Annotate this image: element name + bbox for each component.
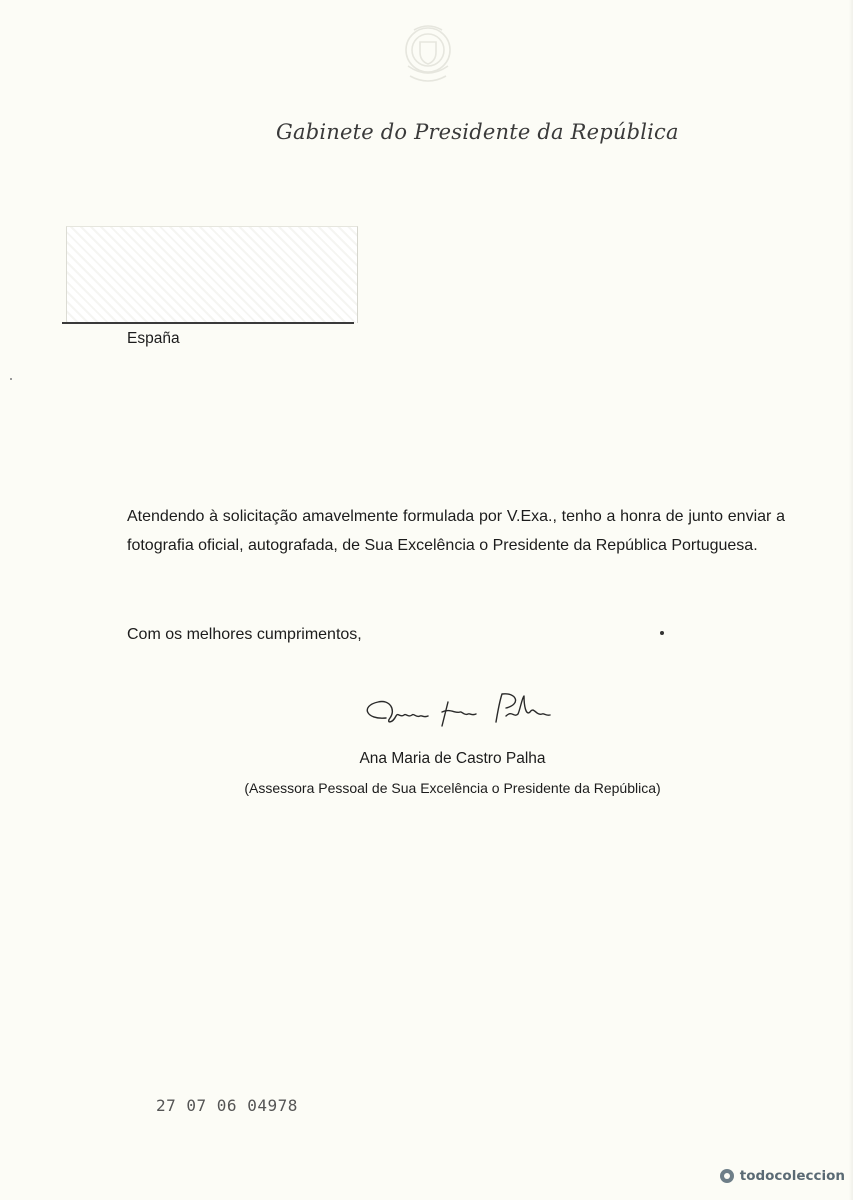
address-redaction-patch <box>66 226 358 323</box>
signatory-title: (Assessora Pessoal de Sua Excelência o Presidente da República) <box>244 780 661 796</box>
ink-dot <box>660 631 664 635</box>
recipient-country: España <box>127 330 180 347</box>
letter-closing: Com os melhores cumprimentos, <box>127 626 362 643</box>
letter-body: Atendendo à solicitação amavelmente formulada por V.Exa., tenho a honra de junto enviar a fotografia oficial, autografada, de Sua Excelência o Presidente da República Portuguesa. <box>127 508 785 554</box>
todocoleccion-logo-icon <box>719 1168 735 1184</box>
handwritten-signature <box>356 688 570 736</box>
coat-of-arms-emboss-icon <box>396 22 460 104</box>
watermark <box>719 1168 845 1184</box>
paper-speck <box>10 378 12 380</box>
address-underline <box>62 322 354 324</box>
signatory-name: Ana Maria de Castro Palha <box>359 750 546 767</box>
reference-stamp: 27 07 06 04978 <box>156 1096 298 1115</box>
paper-edge <box>849 0 853 1200</box>
letterhead-office: Gabinete do Presidente da República <box>276 120 679 144</box>
watermark-text: todocoleccion <box>739 1168 845 1184</box>
